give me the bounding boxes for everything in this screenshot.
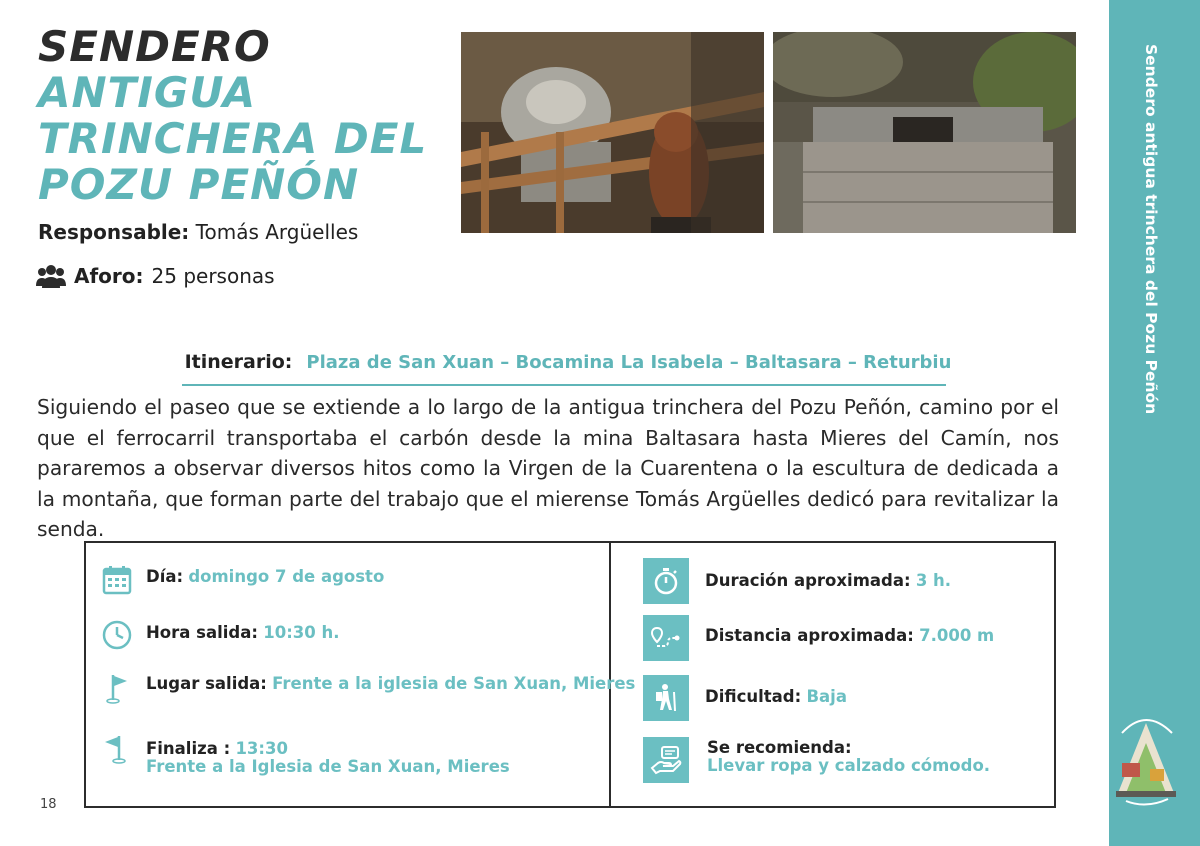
photo-sculpture-owl (461, 32, 764, 233)
responsable-label: Responsable: (38, 220, 190, 244)
duracion-label: Duración aproximada: (705, 571, 911, 590)
lugar-salida-label: Lugar salida: (146, 674, 267, 693)
finaliza-time: 13:30 (235, 739, 288, 758)
distancia-row (705, 626, 994, 645)
itinerario-label: Itinerario: (184, 351, 293, 373)
dia-value: domingo 7 de agosto (188, 567, 385, 586)
page-title (38, 24, 448, 208)
itinerario-line (182, 340, 952, 386)
aforo-label: Aforo: (74, 264, 144, 288)
lugar-salida-row (146, 674, 635, 693)
hora-salida-value: 10:30 h. (263, 623, 340, 642)
photo-stone-shelter (773, 32, 1076, 233)
recomienda-label: Se recomienda: (707, 738, 852, 757)
distancia-value: 7.000 m (919, 626, 995, 645)
description-paragraph: Siguiendo el paseo que se extiende a lo largo de la antigua trinchera del Pozu Peñón, camino por el que el ferrocarril transportaba el carbón desde la mina Baltasara hasta Mieres del Camín, nos pararemos a observar diversos hitos como la Virgen de la Cuarentena o la escultura de dedicada a la montaña, que forman parte del trabajo que el mierense Tomás Argüelles dedicó para revitalizar la senda. (37, 395, 1059, 541)
rutes-turistiques-logo (1112, 703, 1180, 807)
dificultad-row (705, 687, 847, 706)
clock-icon (101, 619, 133, 651)
finish-flag-icon (101, 733, 133, 765)
aforo-line (36, 264, 275, 288)
itinerario-value: Plaza de San Xuan – Bocamina La Isabela – Baltasara – Returbiu (306, 351, 952, 373)
dificultad-value: Baja (806, 687, 847, 706)
recomienda-row (707, 739, 990, 775)
details-box (84, 541, 1056, 808)
aforo-value: 25 personas (151, 264, 275, 288)
finaliza-place: Frente a la Iglesia de San Xuan, Mieres (146, 757, 510, 776)
responsable-value: Tomás Argüelles (195, 220, 359, 244)
distancia-label: Distancia aproximada: (705, 626, 914, 645)
finaliza-row (146, 740, 510, 776)
duracion-value: 3 h. (915, 571, 952, 590)
dificultad-label: Dificultad: (705, 687, 802, 706)
title-part-1: SENDERO (38, 22, 271, 71)
recommend-hand-icon (650, 744, 682, 776)
recommend-icon-box (643, 737, 689, 783)
side-title: Sendero antigua trinchera del Pozu Peñón (1142, 44, 1160, 415)
finaliza-label: Finaliza : (146, 739, 231, 758)
hiker-icon (650, 682, 682, 714)
calendar-icon (101, 564, 133, 596)
page-number: 18 (40, 797, 57, 812)
start-flag-icon (101, 672, 133, 704)
responsable-line (38, 220, 358, 244)
hiker-icon-box (643, 675, 689, 721)
recomienda-value: Llevar ropa y calzado cómodo. (707, 756, 991, 775)
hora-salida-row (146, 623, 340, 642)
lugar-salida-value: Frente a la iglesia de San Xuan, Mieres (272, 674, 636, 693)
dia-label: Día: (146, 567, 184, 586)
people-icon (36, 264, 66, 288)
stopwatch-icon (650, 565, 682, 597)
duracion-row (705, 571, 951, 590)
route-icon (650, 622, 682, 654)
hora-salida-label: Hora salida: (146, 623, 258, 642)
dia-row (146, 567, 384, 586)
route-icon-box (643, 615, 689, 661)
stopwatch-icon-box (643, 558, 689, 604)
title-part-2: ANTIGUA TRINCHERA DEL POZU PEÑÓN (38, 68, 428, 209)
